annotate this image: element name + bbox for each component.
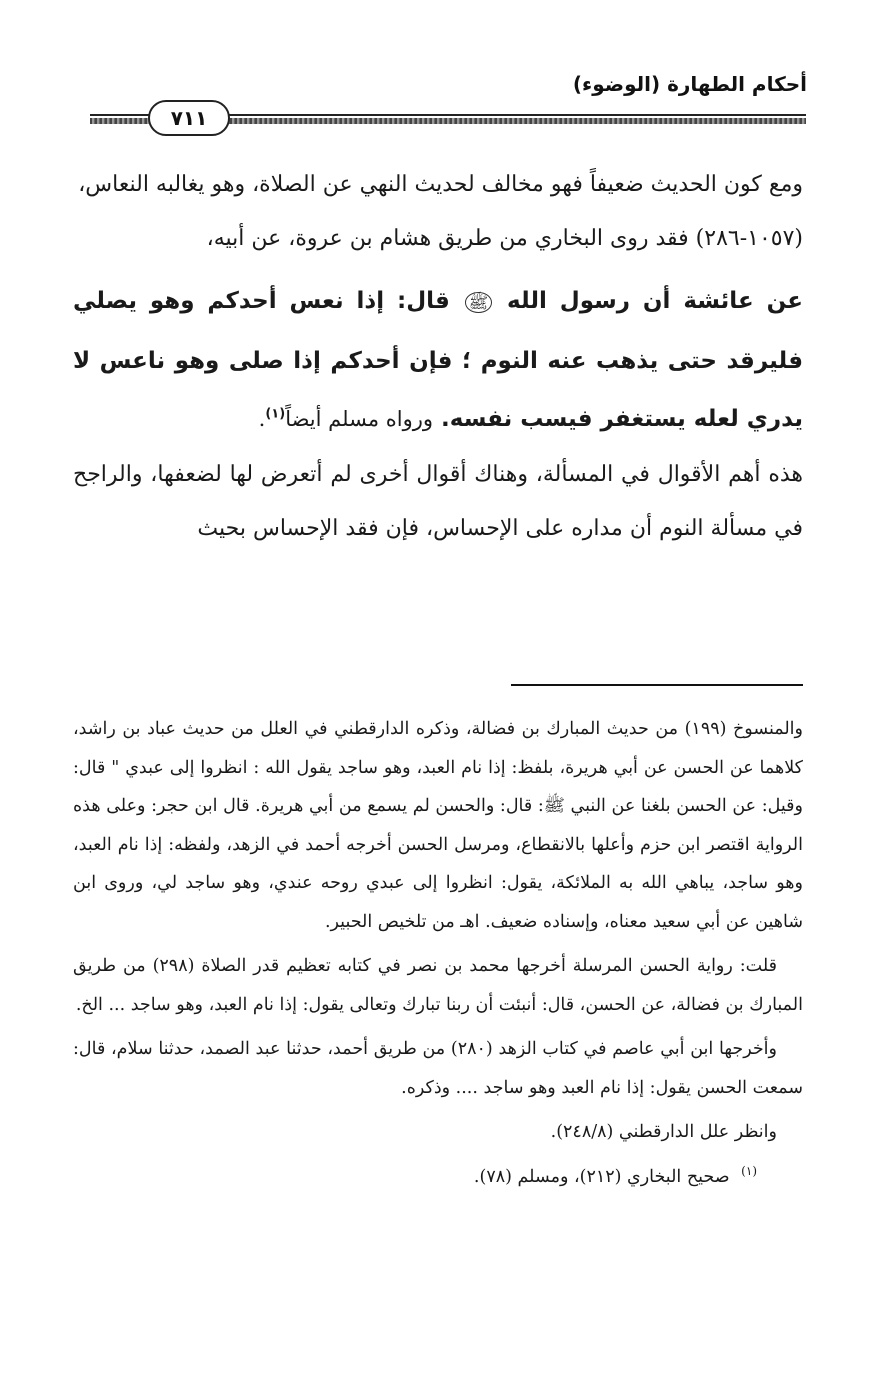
- hadith-body: قال: إذا نعس أحدكم وهو يصلي فليرقد حتى يذهب عنه النوم ؛ فإن أحدكم إذا صلى وهو ناعس لا يدري لعله يستغفر فيسب نفسه.: [73, 288, 803, 432]
- hadith-text: [73, 272, 803, 448]
- main-text: [73, 158, 803, 556]
- footnotes-section: [73, 710, 803, 1196]
- footnote-continued: والمنسوخ (١٩٩) من حديث المبارك بن فضالة، وذكره الدارقطني في العلل من حديث عباد بن راشد، كلاهما عن الحسن عن أبي هريرة، بلفظ: إذا نام العبد، وهو ساجد يقول الله : انظروا إلى عبدي " قال: وقيل: عن الحسن بلغنا عن النبي ﷺ: قال: والحسن لم يسمع من أبي هريرة. قال ابن حجر: وعلى هذه الرواية اقتصر ابن حزم وأعلها بالانقطاع، ومرسل الحسن أخرجه أحمد في الزهد، ولفظه: إذا نام العبد، وهو ساجد، يباهي الله به الملائكة، يقول: انظروا إلى عبدي روحه عندي، وهو ساجد لي، وروى ابن شاهين عن أبي سعيد معناه، وإسناده ضعيف. اهـ من تلخيص الحبير.: [73, 719, 803, 932]
- paragraph-summary: هذه أهم الأقوال في المسألة، وهناك أقوال أخرى لم أتعرض لها لضعفها، والراجح في مسألة النوم أن مداره على الإحساس، فإن فقد الإحساس بحيث: [73, 462, 803, 541]
- footnote-ibn-nasr: قلت: رواية الحسن المرسلة أخرجها محمد بن نصر في كتابه تعظيم قدر الصلاة (٢٩٨) من طريق المبارك بن فضالة، عن الحسن، قال: أنبئت أن ربنا تبارك وتعالى يقول: إذا نام العبد، وهو ساجد ... الخ.: [73, 956, 803, 1015]
- footnote-1: [73, 1158, 803, 1197]
- footnote-ilal: وانظر علل الدارقطني (٢٤٨/٨).: [550, 1122, 777, 1142]
- hadith-end-period: .: [258, 407, 266, 431]
- footnote-reference[interactable]: (١): [265, 406, 286, 422]
- footnote-ibn-abi-asim: وأخرجها ابن أبي عاصم في كتاب الزهد (٢٨٠) من طريق أحمد، حدثنا عبد الصمد، حدثنا سلام، قال: سمعت الحسن يقول: إذا نام العبد وهو ساجد .... وذكره.: [73, 1039, 803, 1098]
- paragraph-weak-hadith: ومع كون الحديث ضعيفاً فهو مخالف لحديث النهي عن الصلاة، وهو يغالبه النعاس،: [78, 172, 803, 197]
- running-title: أحكام الطهارة (الوضوء): [572, 72, 807, 96]
- paragraph-bukhari-chain: (١٠٥٧-٢٨٦) فقد روى البخاري من طريق هشام بن عروة، عن أبيه،: [206, 226, 803, 251]
- footnote-separator: [511, 684, 803, 686]
- hadith-source-note: ورواه مسلم أيضاً: [285, 407, 433, 431]
- salla-honorific-icon: ﷺ: [465, 292, 492, 313]
- footnote-number: (١): [741, 1163, 757, 1178]
- page-number: ٧١١: [148, 100, 230, 136]
- hadith-opening: عن عائشة أن رسول الله: [507, 288, 803, 314]
- footnote-1-text: صحيح البخاري (٢١٢)، ومسلم (٧٨).: [473, 1166, 730, 1187]
